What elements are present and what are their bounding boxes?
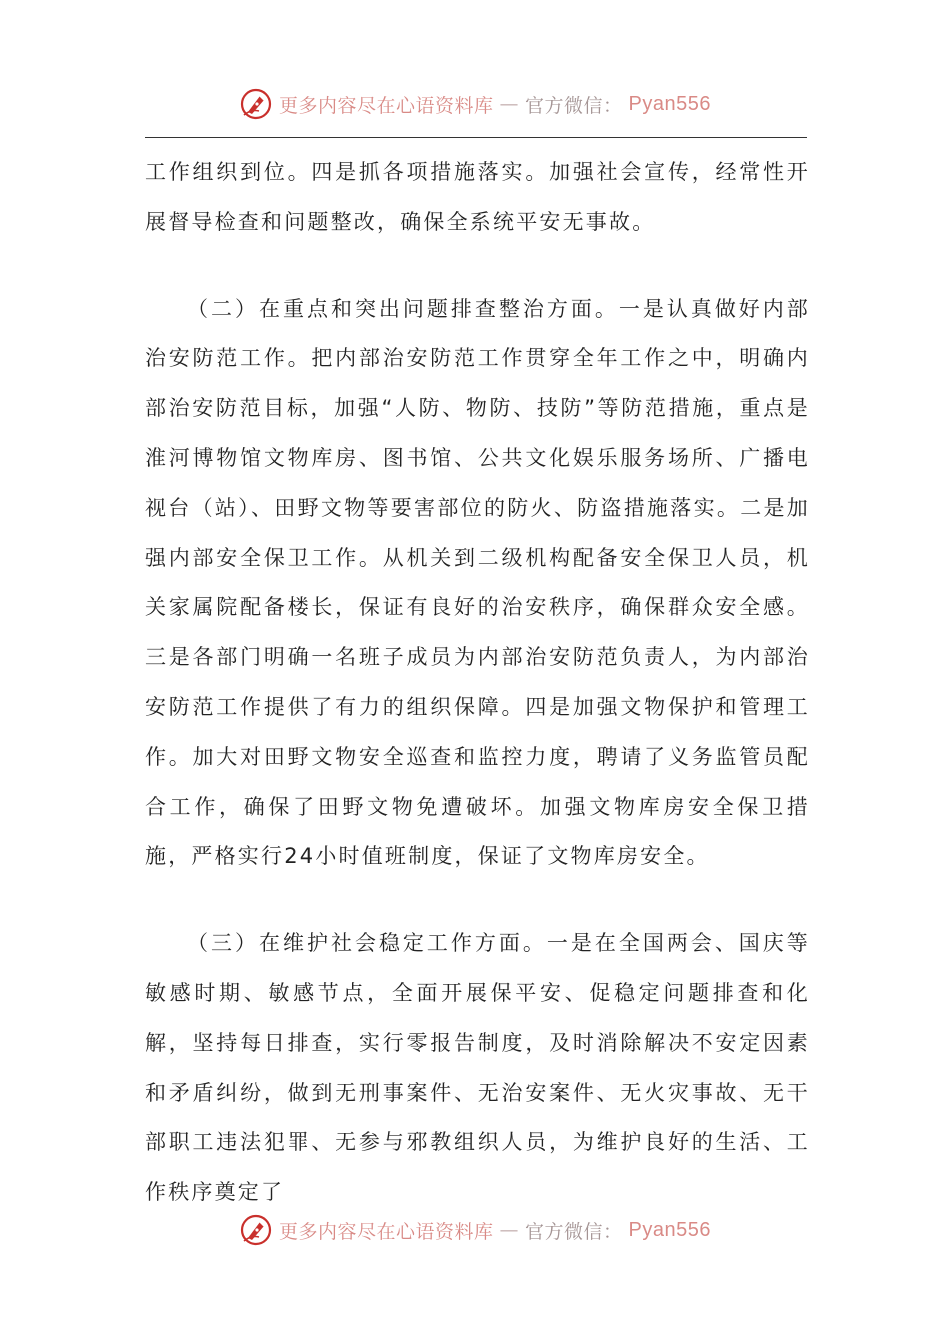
footer-brand [239, 1213, 711, 1247]
page-header [0, 84, 950, 124]
footer-brand-text: 更多内容尽在心语资料库 [279, 1220, 494, 1243]
pen-nib-logo-icon [239, 1213, 273, 1247]
page-footer [0, 1210, 950, 1250]
header-brand [239, 87, 711, 121]
body-paragraph: （二）在重点和突出问题排查整治方面。一是认真做好内部治安防范工作。把内部治安防范工作贯穿全年工作之中，明确内部治安防范目标，加强“人防、物防、技防”等防范措施，重点是淮河博物馆文物库房、图书馆、公共文化娱乐服务场所、广播电视台（站）、田野文物等要害部位的防火、防盗措施落实。二是加强内部安全保卫工作。从机关到二级机构配备安全保卫人员，机关家属院配备楼长，保证有良好的治安秩序，确保群众安全感。三是各部门明确一名班子成员为内部治安防范负责人，为内部治安防范工作提供了有力的组织保障。四是加强文物保护和管理工作。加大对田野文物安全巡查和监控力度，聘请了义务监管员配合工作，确保了田野文物免遭破坏。加强文物库房安全保卫措施，严格实行24小时值班制度，保证了文物库房安全。 [145, 296, 810, 869]
header-separator: — [499, 93, 520, 115]
footer-wechat-label: 官方微信： [525, 1220, 623, 1243]
header-wechat-label: 官方微信： [525, 94, 623, 117]
header-divider [145, 137, 807, 138]
footer-wechat-id: Pyan556 [628, 1218, 711, 1241]
footer-separator: — [499, 1219, 520, 1241]
header-wechat-id: Pyan556 [628, 92, 711, 115]
body-paragraph: （三）在维护社会稳定工作方面。一是在全国两会、国庆等敏感时期、敏感节点，全面开展保平安、促稳定问题排查和化解，坚持每日排查，实行零报告制度，及时消除解决不安定因素和矛盾纠纷，做到无刑事案件、无治安案件、无火灾事故、无干部职工违法犯罪、无参与邪教组织人员，为维护良好的生活、工作秩序奠定了 [145, 931, 810, 1205]
pen-nib-logo-icon [239, 87, 273, 121]
header-brand-text: 更多内容尽在心语资料库 [279, 94, 494, 117]
body-paragraph: 工作组织到位。四是抓各项措施落实。加强社会宣传，经常性开展督导检查和问题整改，确保全系统平安无事故。 [145, 160, 810, 234]
document-body [145, 148, 810, 1218]
